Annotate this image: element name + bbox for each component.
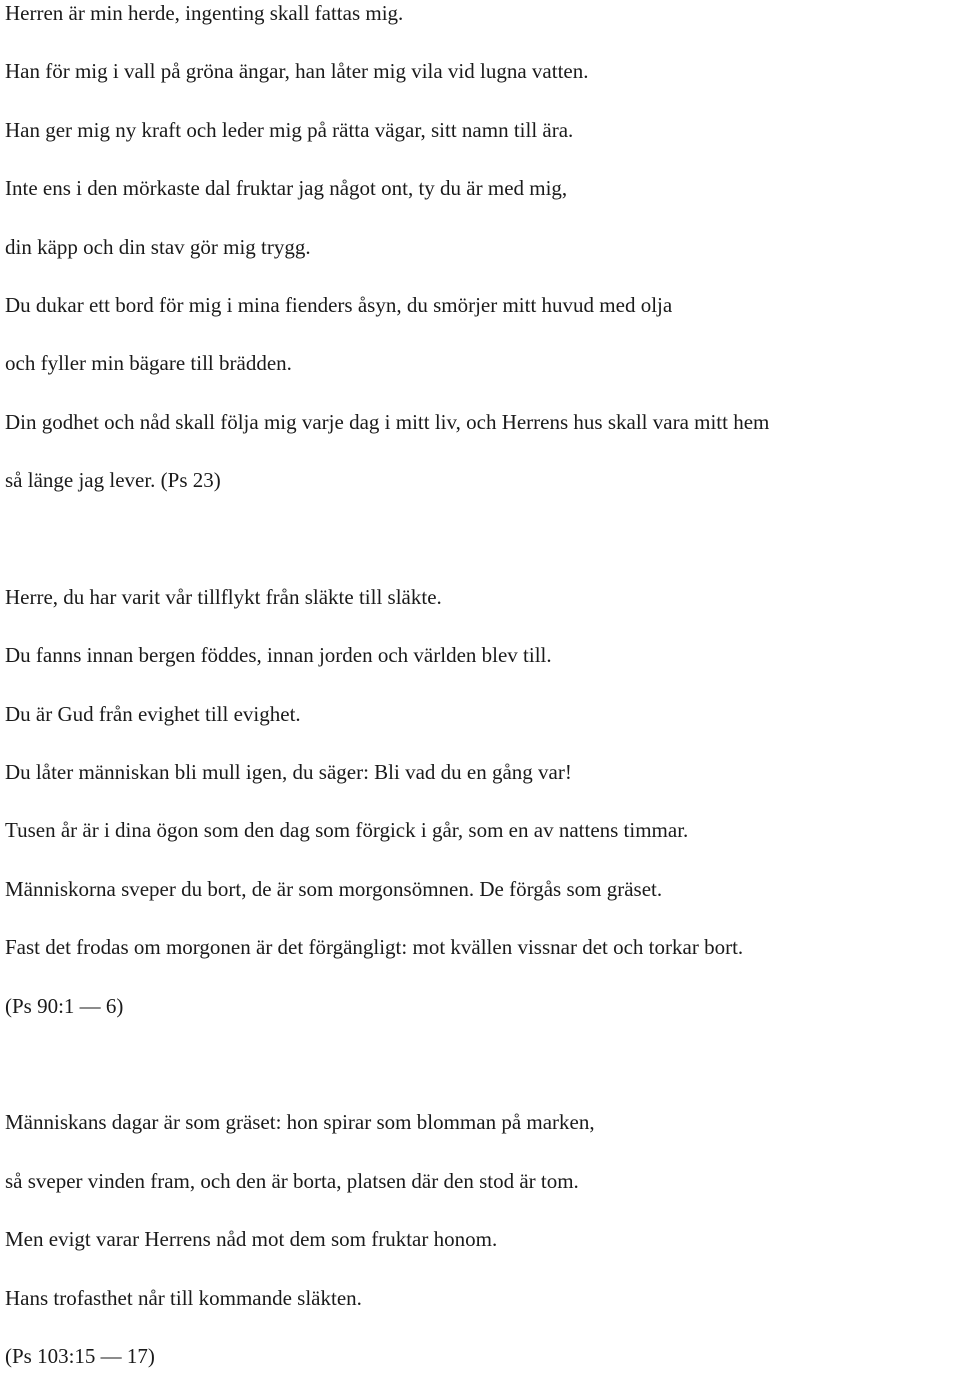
section-spacer: [5, 510, 960, 568]
text-line: Herre, du har varit vår tillflykt från släkte till släkte.: [5, 584, 442, 609]
text-line: (Ps 103:15 — 17): [5, 1343, 155, 1368]
text-line: Men evigt varar Herrens nåd mot dem som fruktar honom.: [5, 1227, 498, 1252]
text-line: Inte ens i den mörkaste dal fruktar jag något ont, ty du är med mig,: [5, 176, 568, 201]
psalm-90-section: [5, 568, 960, 1035]
section-spacer: [5, 1035, 960, 1093]
text-line: och fyller min bägare till brädden.: [5, 351, 292, 376]
text-line: Du är Gud från evighet till evighet.: [5, 701, 301, 726]
psalm-103-section: [5, 1093, 960, 1385]
text-line: Fast det frodas om morgonen är det förgängligt: mot kvällen vissnar det och torkar bort.: [5, 935, 744, 960]
psalm-23-section: [5, 0, 960, 510]
text-line: så sveper vinden fram, och den är borta, platsen där den stod är tom.: [5, 1168, 579, 1193]
text-line: Hans trofasthet når till kommande släkten.: [5, 1285, 362, 1310]
text-line: Du låter människan bli mull igen, du säger: Bli vad du en gång var!: [5, 760, 572, 785]
text-line: din käpp och din stav gör mig trygg.: [5, 234, 311, 259]
text-line: Han för mig i vall på gröna ängar, han låter mig vila vid lugna vatten.: [5, 59, 589, 84]
text-line: Herren är min herde, ingenting skall fattas mig.: [5, 1, 404, 25]
text-line: Du dukar ett bord för mig i mina fienders åsyn, du smörjer mitt huvud med olja: [5, 292, 673, 317]
text-line: Han ger mig ny kraft och leder mig på rätta vägar, sitt namn till ära.: [5, 117, 574, 142]
text-line: Människorna sveper du bort, de är som morgonsömnen. De förgås som gräset.: [5, 876, 663, 901]
text-line: (Ps 90:1 — 6): [5, 993, 124, 1018]
text-line: Din godhet och nåd skall följa mig varje dag i mitt liv, och Herrens hus skall vara mitt hem: [5, 409, 770, 434]
document-page: [5, 0, 960, 1385]
text-line: Människans dagar är som gräset: hon spirar som blomman på marken,: [5, 1110, 595, 1135]
text-line: Tusen år är i dina ögon som den dag som förgick i går, som en av nattens timmar.: [5, 818, 689, 843]
text-line: Du fanns innan bergen föddes, innan jorden och världen blev till.: [5, 643, 552, 668]
text-line: så länge jag lever. (Ps 23): [5, 468, 221, 493]
